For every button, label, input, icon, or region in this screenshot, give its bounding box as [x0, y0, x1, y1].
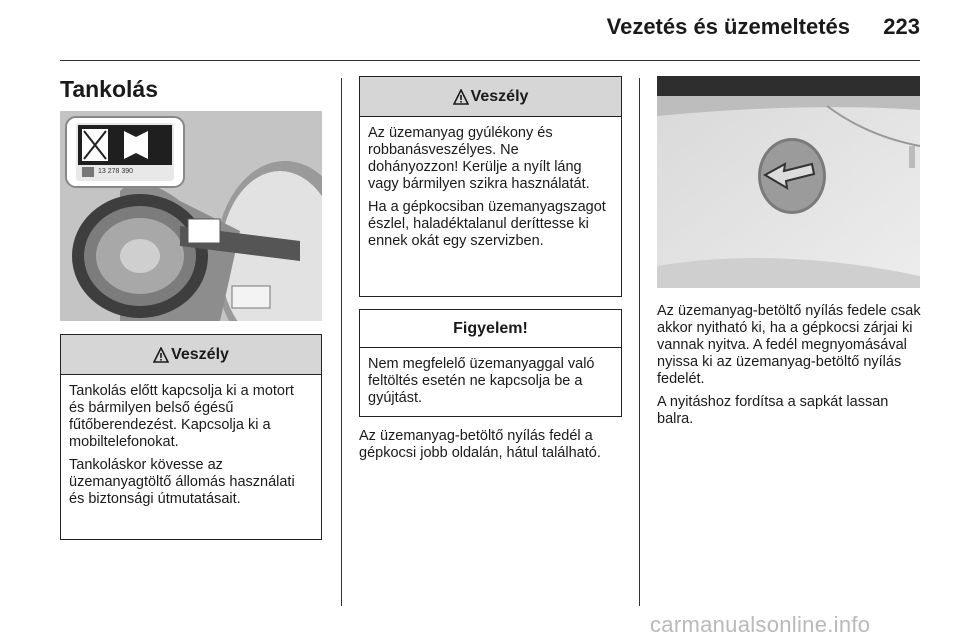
warning-heading-2 — [360, 77, 621, 117]
notice-paragraph: Nem megfelelő üzemanyaggal való feltöltés esetén ne kapcsolja be a gyújtást. — [368, 356, 595, 406]
warning-box-2 — [359, 76, 622, 297]
warning-1-paragraph: Tankoláskor kövesse az üzemanyagtöltő állomás használati és biztonsági útmutatásait. — [69, 457, 295, 507]
page-number: 223 — [883, 14, 920, 39]
fuel-cap-photo — [60, 111, 322, 321]
section-title: Tankolás — [60, 76, 158, 102]
right-paragraph: A nyitáshoz fordítsa a sapkát lassan balra. — [657, 394, 889, 427]
column-separator-right — [639, 78, 640, 606]
notice-heading: Figyelem! — [360, 310, 621, 348]
figure-label-code: 13 278 390 — [98, 168, 134, 175]
warning-triangle-icon — [153, 347, 169, 363]
header-title: Vezetés és üzemeltetés — [606, 14, 850, 39]
notice-box — [359, 309, 622, 417]
fuel-door-photo — [657, 76, 920, 288]
right-paragraph: Az üzemanyag-betöltő nyílás fedele csak akkor nyitható ki, ha a gépkocsi zárjai ki vannak nyitva. A fedél megnyomásával nyissa ki az üzemanyag-betöltő nyílás fedelét. — [657, 303, 921, 387]
warning-1-paragraph: Tankolás előtt kapcsolja ki a motort és bármilyen belső égésű fűtőberendezést. Kapcsolja ki a mobiltelefonokat. — [69, 383, 294, 450]
warning-triangle-icon — [453, 89, 469, 105]
warning-2-paragraph: Ha a gépkocsiban üzemanyagszagot észlel, haladéktalanul deríttesse ki ennek okát egy szervizben. — [368, 199, 606, 249]
header-rule — [60, 60, 920, 61]
warning-box-1 — [60, 334, 322, 540]
watermark: carmanualsonline.info — [650, 612, 871, 637]
warning-heading-1-text: Veszély — [171, 345, 229, 363]
warning-heading-1 — [61, 335, 321, 375]
warning-heading-2-text: Veszély — [470, 87, 529, 105]
middle-text — [359, 428, 634, 468]
right-text — [657, 303, 922, 434]
column-separator-left — [341, 78, 342, 606]
warning-2-paragraph: Az üzemanyag gyúlékony és robbanásveszélyes. Ne dohányozzon! Kerülje a nyílt láng vagy bármilyen szikra használatát. — [368, 125, 590, 192]
middle-paragraph: Az üzemanyag-betöltő nyílás fedél a gépkocsi jobb oldalán, hátul található. — [359, 428, 601, 461]
